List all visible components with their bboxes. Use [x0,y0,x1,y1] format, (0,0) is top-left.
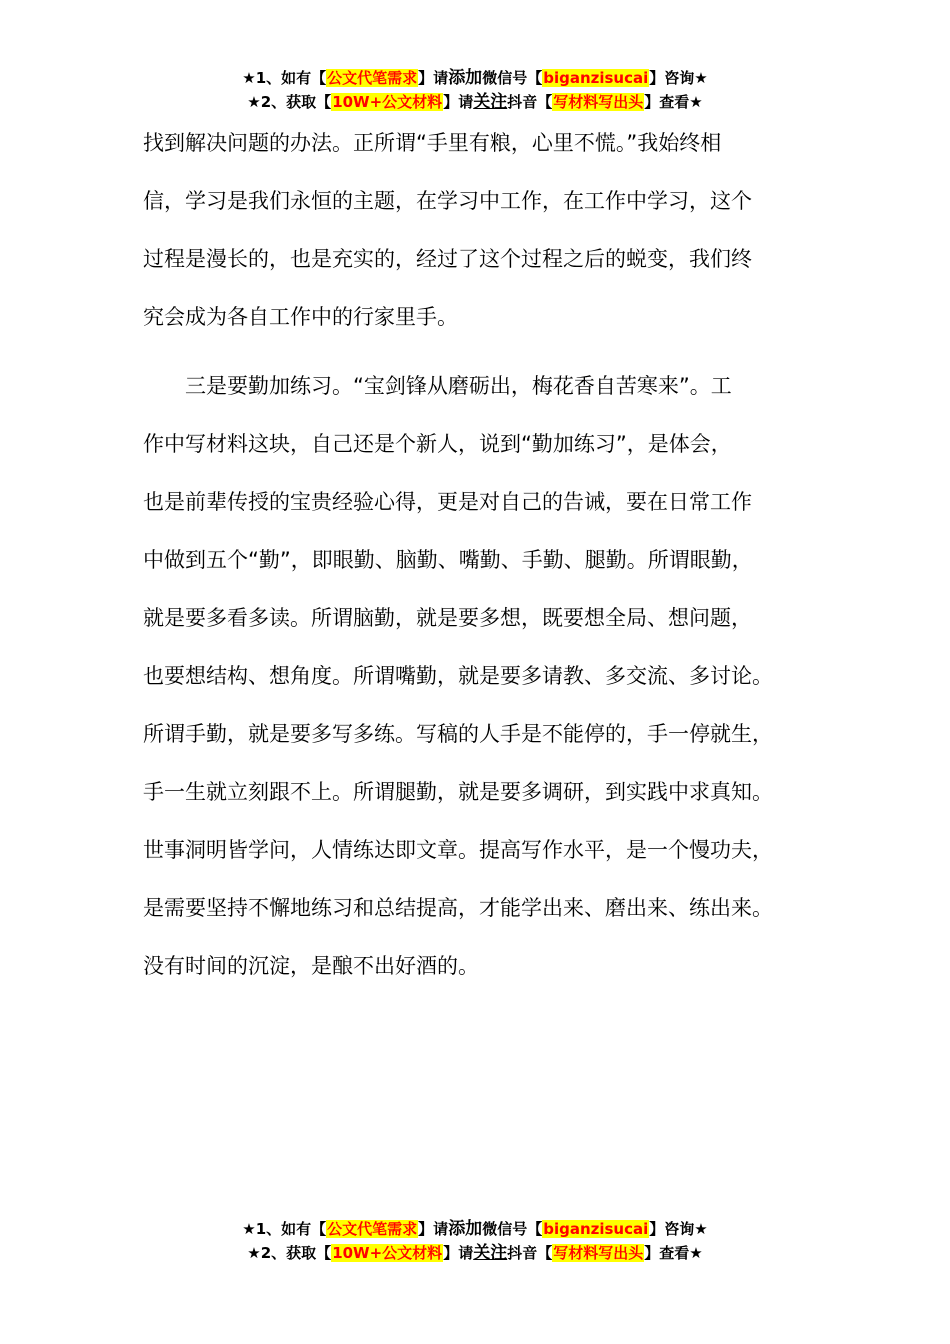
banner-text: 】查看★ [644,93,703,111]
banner-text: 】请 [418,69,449,87]
banner-emphasis: 添加 [448,1219,483,1239]
banner-highlight: 公文代笔需求 [327,1220,418,1238]
text-line: 世事洞明皆学问，人情练达即文章。提高写作水平，是一个慢功夫， [143,838,773,862]
text-line: 就是要多看多读。所谓脑勤，就是要多想，既要想全局、想问题， [143,606,752,630]
banner-line-2 [0,1241,950,1265]
text-line: 没有时间的沉淀，是酿不出好酒的。 [143,954,479,978]
banner-line-1 [0,1217,950,1241]
text-line: 手一生就立刻跟不上。所谓腿勤，就是要多调研，到实践中求真知。 [143,780,773,804]
banner-text: 微信号【 [482,1220,543,1238]
banner-line-1 [0,66,950,90]
text-line: 究会成为各自工作中的行家里手。 [143,305,458,329]
text-line: 也要想结构、想角度。所谓嘴勤，就是要多请教、多交流、多讨论。 [143,664,773,688]
banner-highlight: 10W+公文材料 [332,1244,443,1262]
paragraph-2 [143,357,833,995]
banner-highlight: 写材料写出头 [553,93,644,111]
banner-text: ★2、获取【 [247,1244,332,1262]
text-line: 信，学习是我们永恒的主题，在学习中工作，在工作中学习，这个 [143,189,752,213]
banner-highlight: biganzisucai [543,1220,649,1238]
document-body [143,114,833,995]
banner-emphasis: 添加 [448,68,483,88]
banner-text: 】请 [418,1220,449,1238]
paragraph-1 [143,114,833,346]
text-line: 过程是漫长的，也是充实的，经过了这个过程之后的蜕变，我们终 [143,247,752,271]
banner-text: ★2、获取【 [247,93,332,111]
banner-text: ★1、如有【 [242,69,327,87]
banner-emphasis: 关注 [473,92,508,112]
text-line: 所谓手勤，就是要多写多练。写稿的人手是不能停的，手一停就生， [143,722,773,746]
footer-banner [0,1217,950,1265]
banner-highlight: 10W+公文材料 [332,93,443,111]
text-line: 也是前辈传授的宝贵经验心得，更是对自己的告诫，要在日常工作 [143,490,752,514]
banner-text: 抖音【 [507,93,553,111]
banner-emphasis: 关注 [473,1243,508,1263]
header-banner [0,66,950,114]
banner-text: 微信号【 [482,69,543,87]
banner-highlight: 公文代笔需求 [327,69,418,87]
banner-text: 】咨询★ [649,1220,708,1238]
banner-line-2 [0,90,950,114]
text-line: 中做到五个“勤”，即眼勤、脑勤、嘴勤、手勤、腿勤。所谓眼勤， [143,548,753,572]
text-line: 三是要勤加练习。“宝剑锋从磨砺出，梅花香自苦寒来”。工 [143,374,732,398]
banner-text: ★1、如有【 [242,1220,327,1238]
text-line: 是需要坚持不懈地练习和总结提高，才能学出来、磨出来、练出来。 [143,896,773,920]
paragraph-spacer [143,346,833,357]
banner-highlight: biganzisucai [543,69,649,87]
banner-text: 】咨询★ [649,69,708,87]
banner-text: 】请 [443,93,474,111]
text-line: 找到解决问题的办法。正所谓“手里有粮，心里不慌。”我始终相 [143,131,722,155]
banner-text: 抖音【 [507,1244,553,1262]
banner-text: 】查看★ [644,1244,703,1262]
banner-text: 】请 [443,1244,474,1262]
text-line: 作中写材料这块，自己还是个新人，说到“勤加练习”，是体会， [143,432,732,456]
banner-highlight: 写材料写出头 [553,1244,644,1262]
